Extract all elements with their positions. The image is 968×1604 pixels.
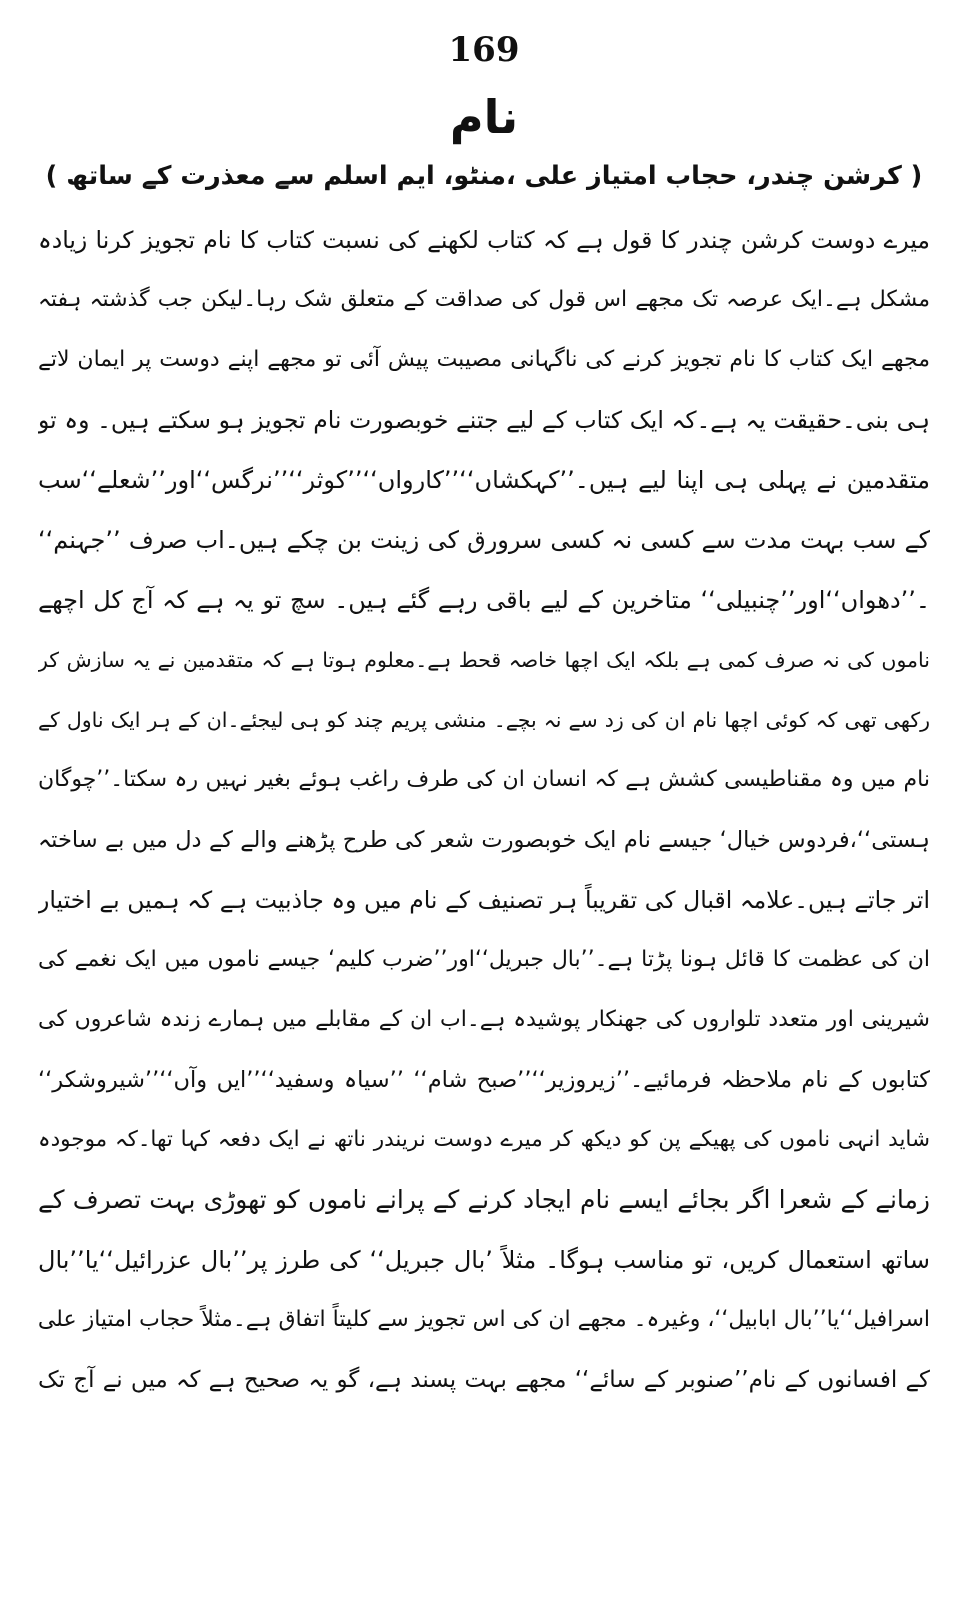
text-line: ناموں کی نہ صرف کمی ہے بلکہ ایک اچھا خاصہ قحط ہے۔معلوم ہوتا ہے کہ متقدمین نے یہ سازش کر — [38, 648, 930, 672]
text-line: شاید انہی ناموں کی پھیکے پن کو دیکھ کر میرے دوست نریندر ناتھ نے ایک دفعہ کہا تھا۔کہ موجودہ — [38, 1127, 930, 1152]
text-line: مجھے ایک کتاب کا نام تجویز کرنے کی ناگہانی مصیبت پیش آئی تو مجھے اپنے دوست پر ایمان لاتے — [38, 347, 930, 372]
text-line: میرے دوست کرشن چندر کا قول ہے کہ کتاب لکھنے کی نسبت کتاب کا نام تجویز کرنا زیادہ — [38, 226, 930, 254]
text-line: متقدمین نے پہلی ہی اپنا لیے ہیں۔’’کہکشاں‘‘’’کارواں‘‘’’کوثر‘‘’’نرگس‘‘اور’’شعلے‘‘سب — [38, 466, 930, 494]
text-line: اسرافیل‘‘یا’’بال ابابیل‘‘، وغیرہ۔ مجھے ان کی اس تجویز سے کلیتاً اتفاق ہے۔مثلاً حجاب امتیاز علی — [38, 1307, 930, 1332]
text-line: ساتھ استعمال کریں، تو مناسب ہوگا۔ مثلاً ’بال جبریل‘‘ کی طرز پر’’بال عزرائیل‘‘یا’’بال — [38, 1246, 930, 1274]
text-line: ان کی عظمت کا قائل ہونا پڑتا ہے۔’’بال جبریل‘‘اور’’ضرب کلیم‘ جیسے ناموں میں ایک نغمے کی — [38, 947, 930, 972]
text-line: ۔’’دھواں‘‘اور’’چنبیلی‘‘ متاخرین کے لیے باقی رہے گئے ہیں۔ سچ تو یہ ہے کہ آج کل اچھے — [38, 586, 930, 614]
page-number: 169 — [448, 30, 520, 70]
chapter-title: نام — [449, 90, 519, 144]
text-line: رکھی تھی کہ کوئی اچھا نام ان کی زد سے نہ بچے۔ منشی پریم چند کو ہی لیجئے۔ان کے ہر ایک ناول کے — [38, 708, 930, 732]
text-line: ہستی‘‘،فردوس خیال‘ جیسے نام ایک خوبصورت شعر کی طرح پڑھنے والے کے دل میں بے ساختہ — [38, 827, 930, 853]
text-line: کے افسانوں کے نام’’صنوبر کے سائے‘‘ مجھے بہت پسند ہے، گو یہ صحیح ہے کہ میں نے آج تک — [38, 1367, 930, 1393]
text-line: نام میں وہ مقناطیسی کشش ہے کہ انسان ان کی طرف راغب ہوئے بغیر نہیں رہ سکتا۔’’چوگان — [38, 767, 930, 792]
text-line: کتابوں کے نام ملاحظہ فرمائیے۔’’زیروزیر‘‘’’صبح شام‘‘ ’’سیاہ وسفید‘‘’’ایں وآں‘‘’’شیروشکر‘‘ — [38, 1067, 930, 1093]
text-line: اتر جاتے ہیں۔علامہ اقبال کی تقریباً ہر تصنیف کے نام میں وہ جاذبیت ہے کہ ہمیں بے اختیار — [38, 886, 930, 914]
body-text — [38, 210, 930, 1410]
chapter-subtitle: ( کرشن چندر، حجاب امتیاز علی ،منٹو، ایم اسلم سے معذرت کے ساتھ ) — [45, 161, 923, 191]
text-line: ہی بنی۔حقیقت یہ ہے۔کہ ایک کتاب کے لیے جتنے خوبصورت نام تجویز ہو سکتے ہیں۔ وہ تو — [38, 406, 930, 434]
text-line: شیرینی اور متعدد تلواروں کی جھنکار پوشیدہ ہے۔اب ان کے مقابلے میں ہمارے زندہ شاعروں کی — [38, 1007, 930, 1032]
text-line: زمانے کے شعرا اگر بجائے ایسے نام ایجاد کرنے کے پرانے ناموں کو تھوڑی بہت تصرف کے — [38, 1185, 930, 1214]
text-line: مشکل ہے۔ایک عرصہ تک مجھے اس قول کی صداقت کے متعلق شک رہا۔لیکن جب گذشتہ ہفتہ — [38, 287, 930, 312]
text-line: کے سب بہت مدت سے کسی نہ کسی سرورق کی زینت بن چکے ہیں۔اب صرف ’’جہنم‘‘ — [38, 526, 930, 554]
